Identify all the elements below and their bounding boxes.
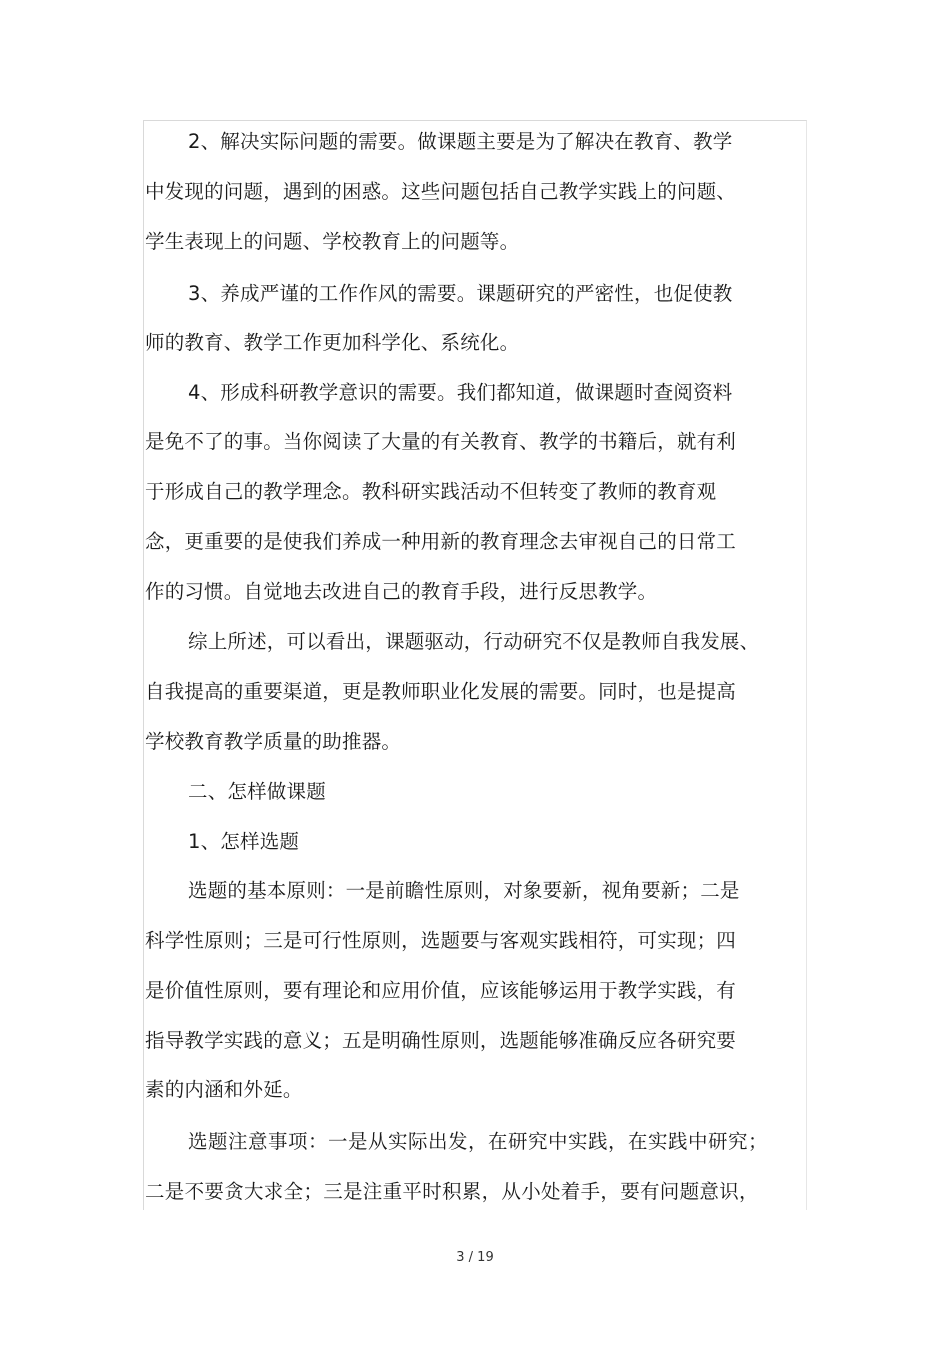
text-line: 4、形成科研教学意识的需要。我们都知道，做课题时查阅资料 <box>188 381 733 404</box>
text-line: 素的内涵和外延。 <box>145 1078 303 1101</box>
text-line: 选题注意事项：一是从实际出发，在研究中实践，在实践中研究； <box>188 1130 769 1153</box>
text-line: 二是不要贪大求全；三是注重平时积累，从小处着手，要有问题意识， <box>145 1180 759 1203</box>
text-line: 自我提高的重要渠道，更是教师职业化发展的需要。同时，也是提高 <box>145 680 737 703</box>
text-line: 指导教学实践的意义；五是明确性原则，选题能够准确反应各研究要 <box>145 1029 737 1052</box>
text-line: 综上所述，可以看出，课题驱动，行动研究不仅是教师自我发展、 <box>188 630 760 653</box>
text-line: 于形成自己的教学理念。教科研实践活动不但转变了教师的教育观 <box>145 480 717 503</box>
text-line: 是免不了的事。当你阅读了大量的有关教育、教学的书籍后，就有利 <box>145 430 737 453</box>
section-heading: 二、怎样做课题 <box>188 780 326 803</box>
text-line: 是价值性原则，要有理论和应用价值，应该能够运用于教学实践，有 <box>145 979 737 1002</box>
text-line: 学生表现上的问题、学校教育上的问题等。 <box>145 230 520 253</box>
text-line: 学校教育教学质量的助推器。 <box>145 730 402 753</box>
text-line: 2、解决实际问题的需要。做课题主要是为了解决在教育、教学 <box>188 130 733 153</box>
text-line: 科学性原则；三是可行性原则，选题要与客观实践相符，可实现；四 <box>145 929 737 952</box>
text-line: 作的习惯。自觉地去改进自己的教育手段，进行反思教学。 <box>145 580 658 603</box>
text-line: 师的教育、教学工作更加科学化、系统化。 <box>145 331 520 354</box>
page-number: 3 / 19 <box>456 1250 494 1265</box>
text-line: 中发现的问题，遇到的困惑。这些问题包括自己教学实践上的问题、 <box>145 180 737 203</box>
text-line: 选题的基本原则：一是前瞻性原则，对象要新，视角要新；二是 <box>188 879 740 902</box>
text-line: 念，更重要的是使我们养成一种用新的教育理念去审视自己的日常工 <box>145 530 737 553</box>
text-line: 3、养成严谨的工作作风的需要。课题研究的严密性，也促使教 <box>188 282 733 305</box>
subsection-heading: 1、怎样选题 <box>188 830 300 853</box>
